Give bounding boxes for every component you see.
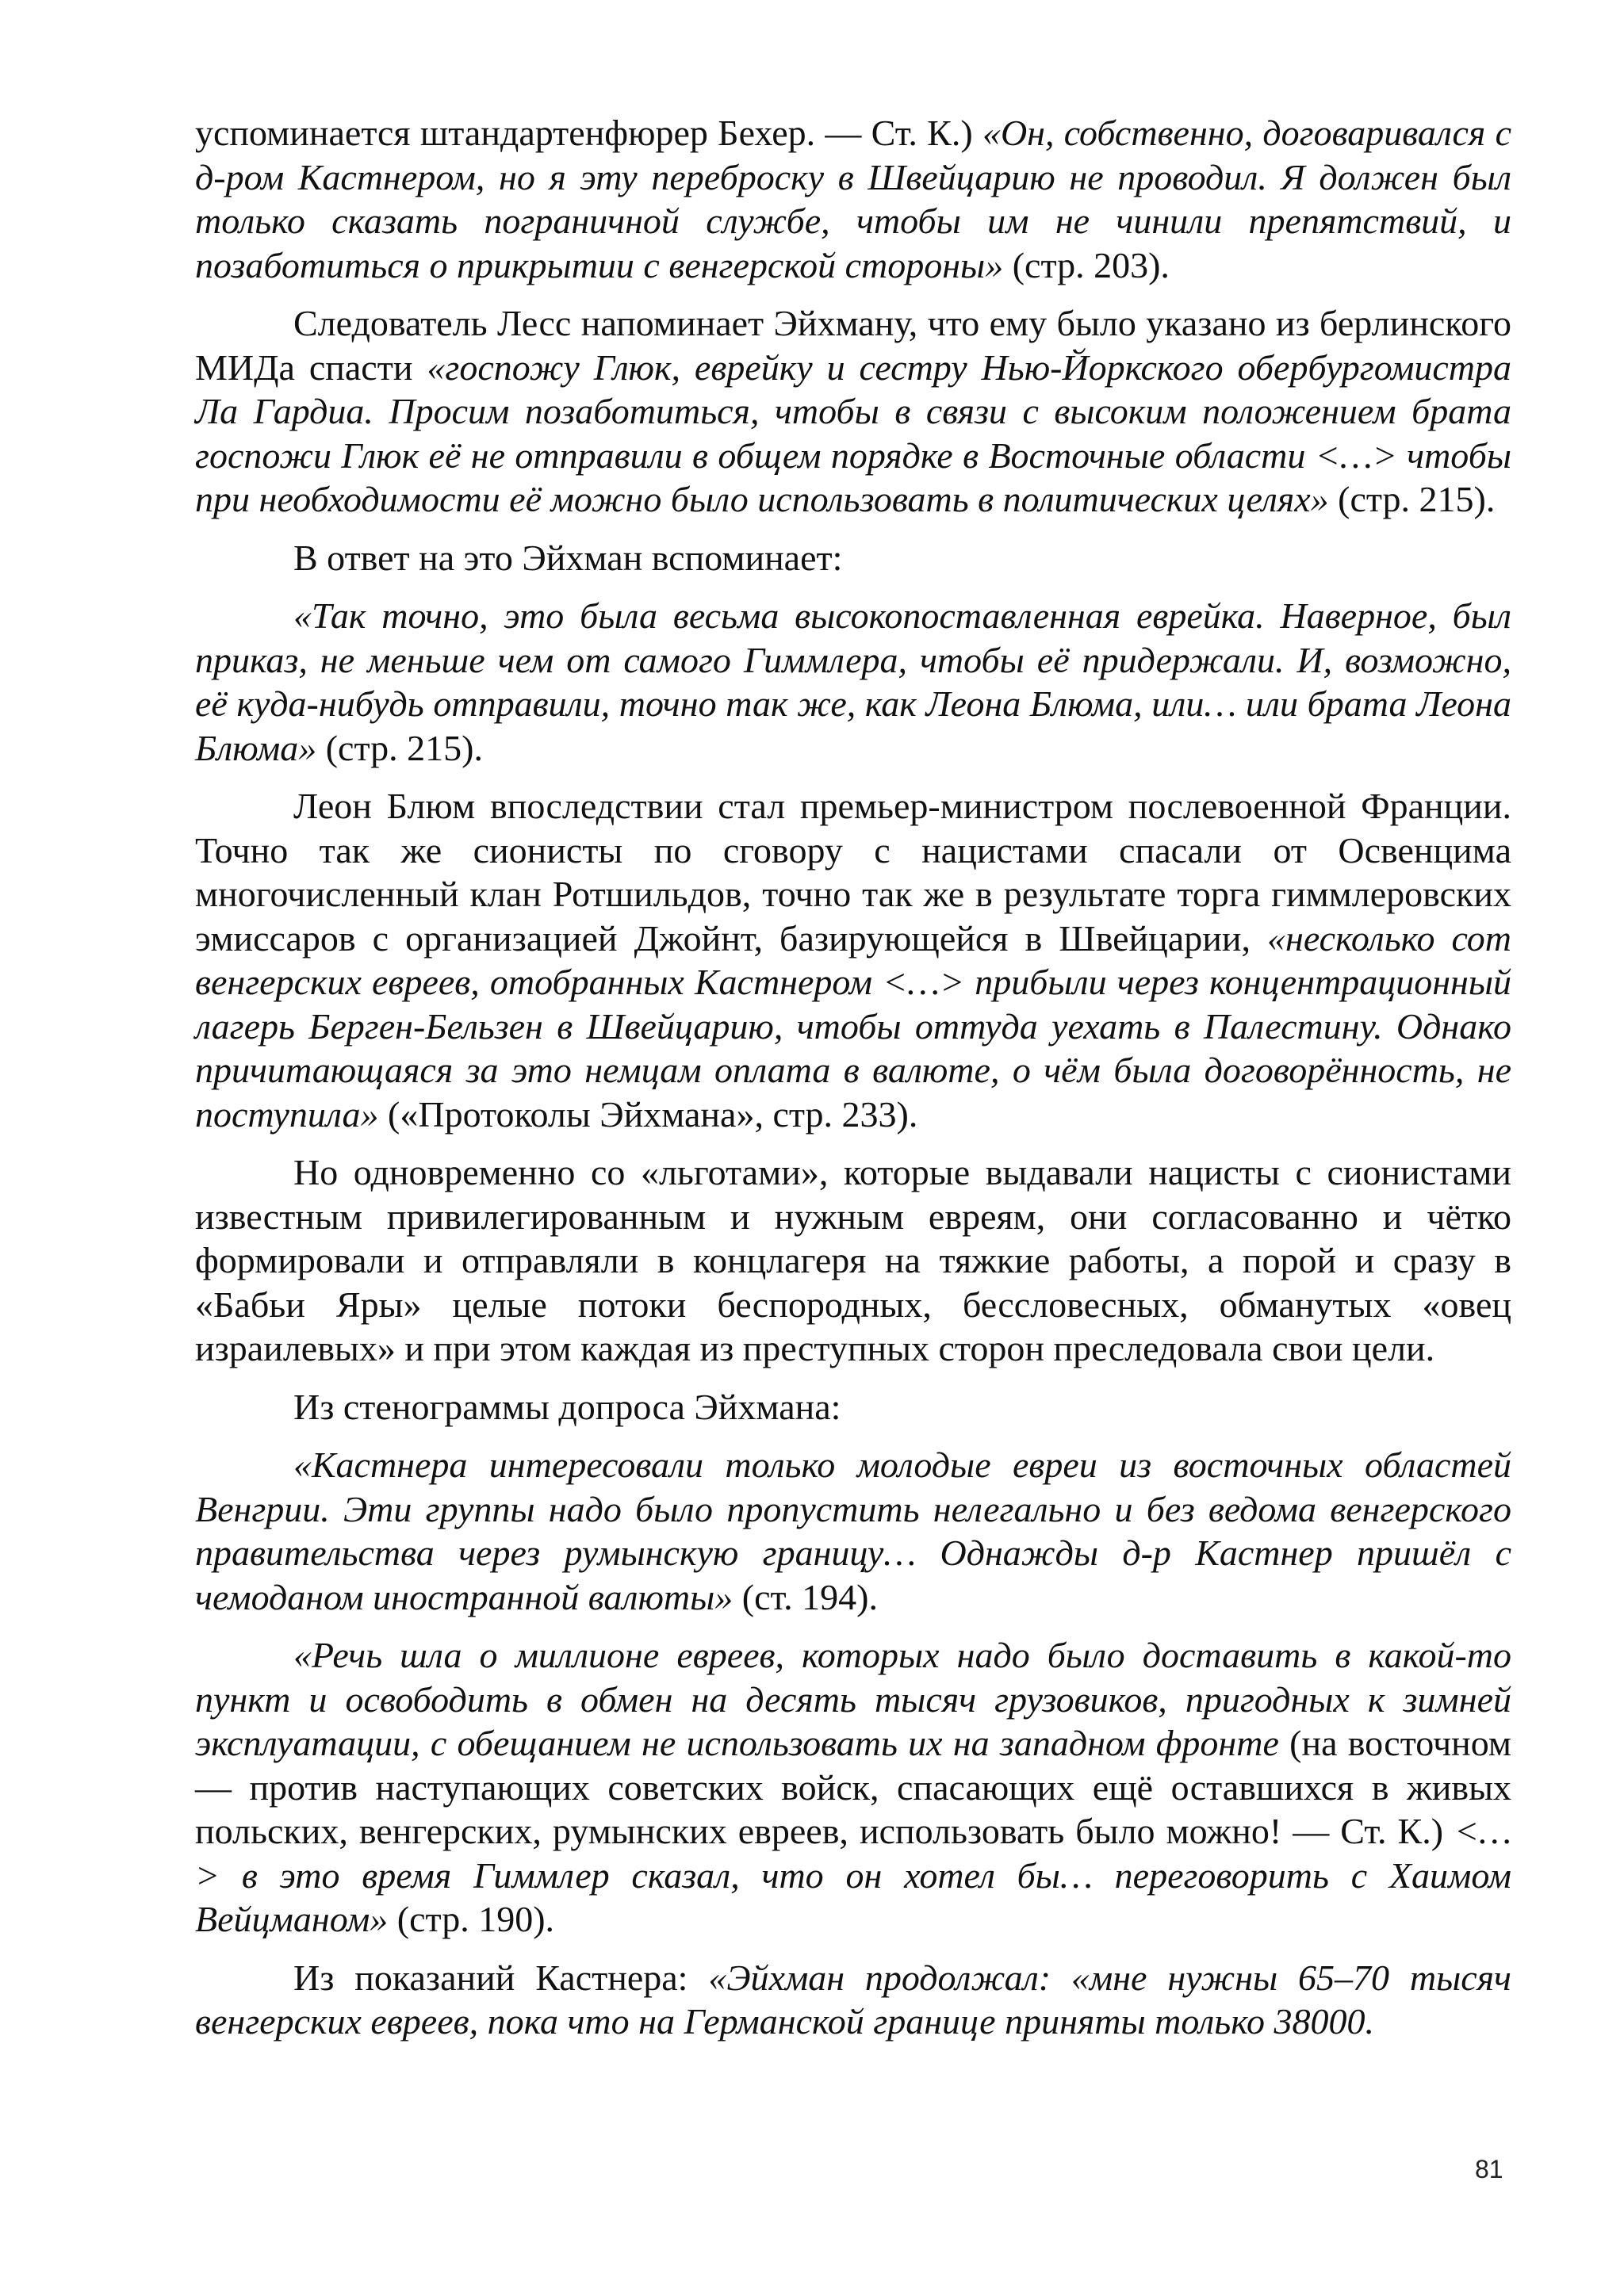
paragraph: [195, 1385, 1511, 1429]
italic-quote: «Эйхман продолжал: «мне нужны 65–70 тысяч венгерских евреев, пока что на Германской границе приняты только 38000.: [195, 1957, 1511, 2042]
text-run: успоминается штандартенфюрер Бехер. — Ст. К.): [195, 113, 982, 153]
paragraph: [195, 1956, 1511, 2044]
paragraph: [195, 1633, 1511, 1942]
paragraph: [195, 1443, 1511, 1619]
text-run: (стр. 215).: [316, 727, 483, 768]
italic-quote: «госпожу Глюк, еврейку и сестру Нью-Йоркского обербургомистра Ла Гардиа. Просим позаботиться, чтобы в связи с высоким положением брата госпожи Глюк её не отправили в общем порядке в Восточные области <…> чтобы при необходимости её можно было использовать в политических целях»: [195, 346, 1511, 519]
text-run: (стр. 215).: [1328, 479, 1496, 519]
page-body-text: [195, 111, 1511, 2058]
text-run: Из показаний Кастнера:: [293, 1957, 709, 1998]
paragraph: [195, 1150, 1511, 1371]
text-run: (стр. 203).: [1003, 244, 1170, 285]
text-run: Следователь Лесс напоминает Эйхману, что ему было указано из берлинского МИДа спасти: [195, 303, 1511, 388]
text-run: («Протоколы Эйхмана», стр. 233).: [378, 1093, 918, 1135]
text-run: Но одновременно со «льготами», которые выдавали нацисты с сионистами известным привилегированным и нужным евреям, они согласованно и чётко формировали и отправляли в концлагеря на тяжкие работы, а порой и сразу в «Бабьи Яры» целые потоки беспородных, бессловесных, обманутых «овец израилевых» и при этом каждая из преступных сторон преследовала свои цели.: [195, 1152, 1511, 1368]
text-run: Леон Блюм впоследствии стал премьер-министром послевоенной Франции. Точно так же сионисты по сговору с нацистами спасали от Освенцима многочисленный клан Ротшильдов, точно так же в результате торга гиммлеровских эмиссаров с организацией Джойнт, базирующейся в Швейцарии,: [195, 786, 1511, 959]
italic-quote: <…> в это время Гиммлер сказал, что он хотел бы… переговорить с Хаимом Вейцманом»: [195, 1811, 1511, 1939]
paragraph: [195, 594, 1511, 770]
page-number: 81: [1475, 2155, 1503, 2183]
paragraph: [195, 111, 1511, 287]
text-run: (на восточном — против наступающих советских войск, спасающих ещё оставшихся в живых польских, венгерских, румынских евреев, использовать было можно! — Ст. К.): [195, 1723, 1511, 1851]
italic-quote: «Он, собственно, договаривался с д-ром Кастнером, но я эту переброску в Швейцарию не проводил. Я должен был только сказать пограничной службе, чтобы им не чинили препятствий, и позаботиться о прикрытии с венгерской стороны»: [195, 113, 1511, 285]
italic-quote: «Кастнера интересовали только молодые евреи из восточных областей Венгрии. Эти группы надо было пропустить нелегально и без ведома венгерского правительства через румынскую границу… Однажды д-р Кастнер пришёл с чемоданом иностранной валюты»: [195, 1445, 1511, 1617]
paragraph: [195, 301, 1511, 522]
text-run: В ответ на это Эйхман вспоминает:: [293, 537, 843, 578]
italic-quote: «Так точно, это была весьма высокопоставленная еврейка. Наверное, был приказ, не меньше чем от самого Гиммлера, чтобы её придержали. И, возможно, её куда-нибудь отправили, точно так же, как Леона Блюма, или… или брата Леона Блюма»: [195, 595, 1511, 768]
text-run: (ст. 194).: [733, 1576, 878, 1617]
text-run: Из стенограммы допроса Эйхмана:: [293, 1386, 841, 1427]
italic-quote: «несколько сот венгерских евреев, отобранных Кастнером <…> прибыли через концентрационный лагерь Берген-Бельзен в Швейцарию, чтобы оттуда уехать в Палестину. Однако причитающаяся за это немцам оплата в валюте, о чём была договорённость, не поступила»: [195, 917, 1511, 1135]
paragraph: [195, 784, 1511, 1136]
paragraph: [195, 536, 1511, 580]
italic-quote: «Речь шла о миллионе евреев, которых надо было доставить в какой-то пункт и освободить в обмен на десять тысяч грузовиков, пригодных к зимней эксплуатации, с обещанием не использовать их на западном фронте: [195, 1635, 1511, 1763]
text-run: (стр. 190).: [388, 1899, 555, 1939]
